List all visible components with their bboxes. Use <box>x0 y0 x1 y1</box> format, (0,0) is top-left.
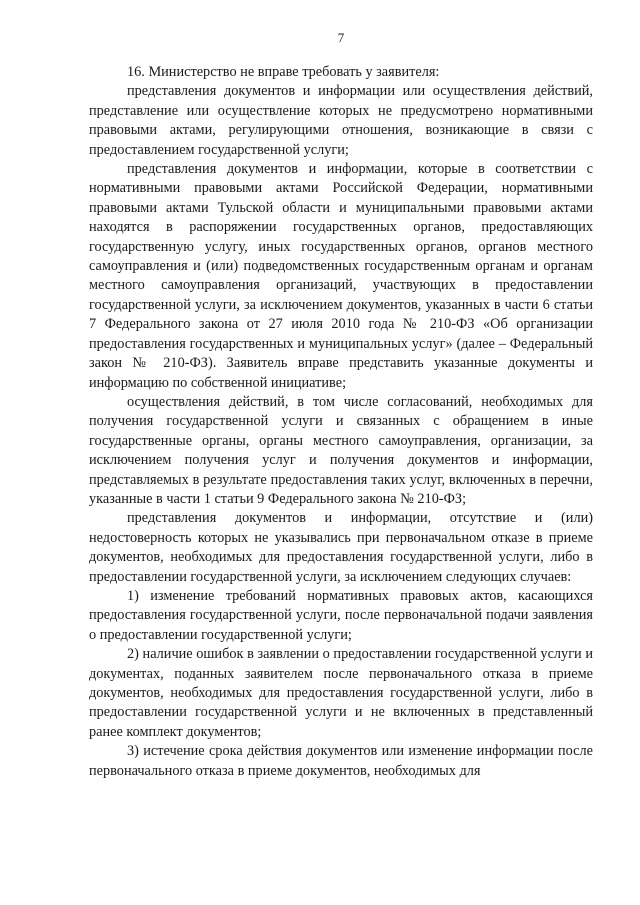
paragraph-missing-documents: представления документов и информации, отсутствие и (или) недостоверность которых не указывались при первоначальном отказе в приеме документов, необходимых для предоставления государственной услуги, либо в предоставлении государственной услуги, за исключением следующих случаев: <box>89 510 593 585</box>
document-body <box>89 63 593 781</box>
paragraph-approvals: осуществления действий, в том числе согласований, необходимых для получения государственной услуги и связанных с обращением в иные государственные органы, органы местного самоуправления, организации, за исключением получения услуг и получения документов и информации, представляемых в результате предоставления таких услуг, включенных в перечни, указанные в части 1 статьи 9 Федерального закона № 210-ФЗ; <box>89 393 593 507</box>
paragraph-documents-in-possession: представления документов и информации, которые в соответствии с нормативными правовыми актами Российской Федерации, нормативными правовыми актами Тульской области и муниципальными правовыми актами находятся в распоряжении государственных органов, предоставляющих государственную услугу, иных государственных органов, органов местного самоуправления и (или) подведомственных государственным органам и органам местного самоуправления организаций, участвующих в предоставлении государственной услуги, за исключением документов, указанных в части 6 статьи 7 Федерального закона от 27 июля 2010 года № 210-ФЗ «Об организации предоставления государственных и муниципальных услуг» (далее – Федеральный закон № 210-ФЗ). Заявитель вправе представить указанные документы и информацию по собственной инициативе; <box>89 161 593 391</box>
paragraph-case-2: 2) наличие ошибок в заявлении о предоставлении государственной услуги и документах, поданных заявителем после первоначального отказа в приеме документов, необходимых для предоставления государственной услуги, либо в предоставлении государственной услуги и не включенных в представленный ранее комплект документов; <box>89 646 593 740</box>
paragraph-16-intro: 16. Министерство не вправе требовать у заявителя: <box>127 64 440 80</box>
paragraph-case-3: 3) истечение срока действия документов или изменение информации после первоначального отказа в приеме документов, необходимых для <box>89 743 593 779</box>
page-number: 7 <box>337 30 345 45</box>
paragraph-not-required-actions: представления документов и информации или осуществления действий, представление или осуществление которых не предусмотрено нормативными правовыми актами, регулирующими отношения, возникающие в связи с предоставлением государственной услуги; <box>89 83 593 158</box>
paragraph-case-1: 1) изменение требований нормативных правовых актов, касающихся предоставления государственной услуги, после первоначальной подачи заявления о предоставлении государственной услуги; <box>89 587 593 643</box>
